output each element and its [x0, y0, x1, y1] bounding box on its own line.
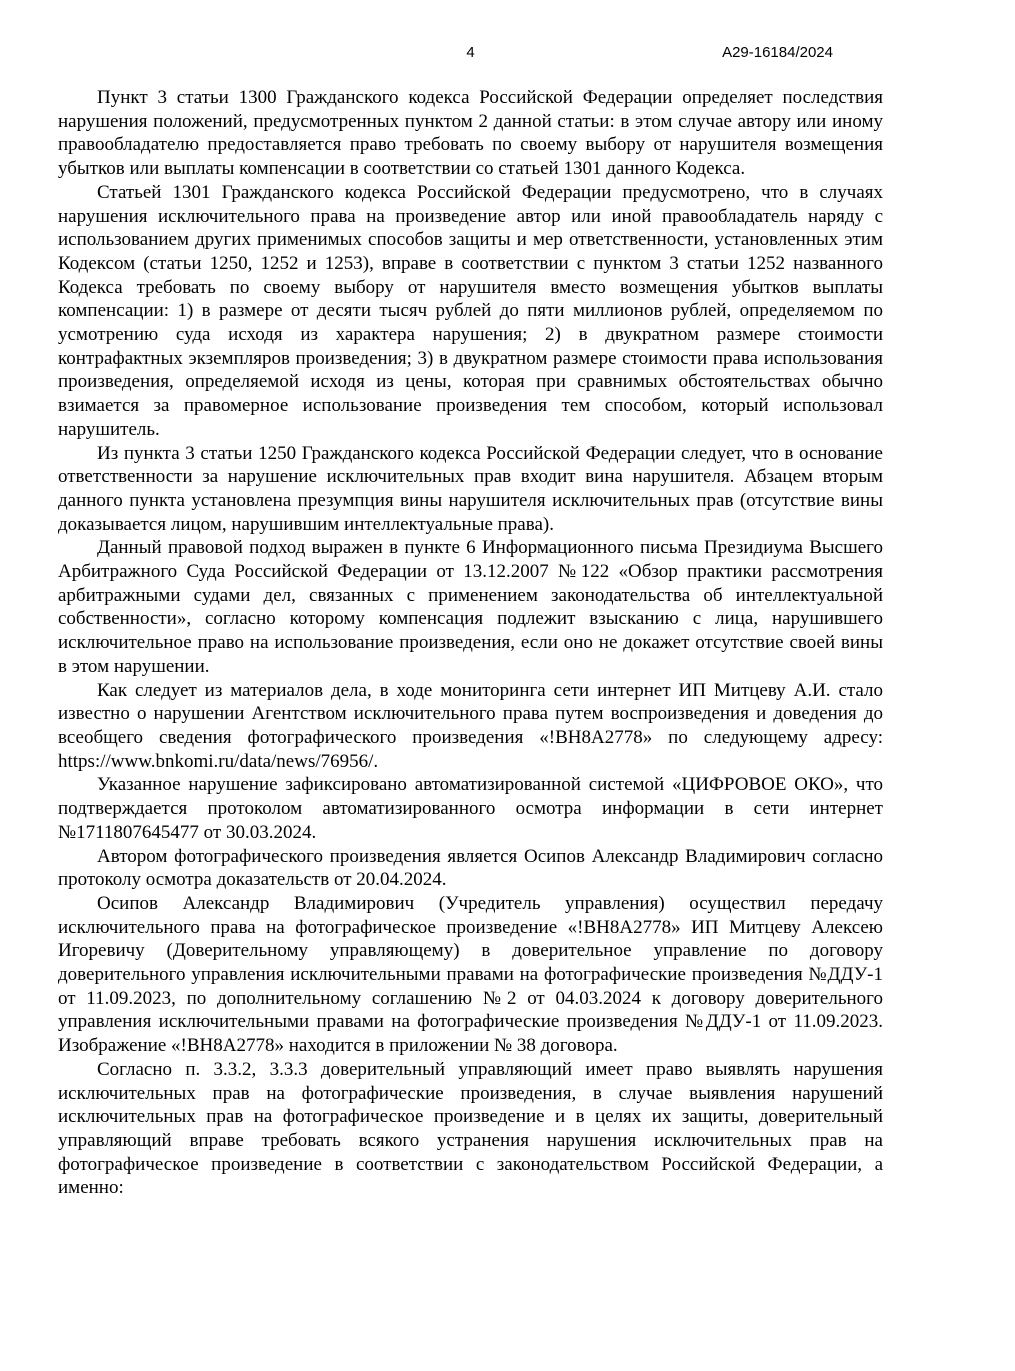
case-number: А29-16184/2024 [722, 44, 833, 61]
paragraph-cifrovoe-oko: Указанное нарушение зафиксировано автоматизированной системой «ЦИФРОВОЕ ОКО», что подтверждается протоколом автоматизированного осмотра информации в сети интернет №1711807645477 от 30.03.2024. [58, 774, 883, 843]
paragraph-avtor-proizvedeniya: Автором фотографического произведения является Осипов Александр Владимирович согласно протоколу осмотра доказательств от 20.04.2024. [58, 845, 883, 891]
paragraph-soglasno-p-332: Согласно п. 3.3.2, 3.3.3 доверительный управляющий имеет право выявлять нарушения исключительных прав на фотографические произведения, в случае выявления нарушений исключительных прав на фотографическое произведение и в целях их защиты, доверительный управляющий вправе требовать всякого устранения нарушения исключительных прав на фотографическое произведение в соответствии с законодательством Российской Федерации, а именно: [58, 1058, 883, 1199]
page-number: 4 [466, 44, 475, 61]
paragraph-punkt-3-st-1300: Пункт 3 статьи 1300 Гражданского кодекса Российской Федерации определяет последствия нарушения положений, предусмотренных пунктом 2 данной статьи: в этом случае автору или иному правообладателю предоставляется право требовать по своему выбору от нарушителя возмещения убытков или выплаты компенсации в соответствии со статьей 1301 данного Кодекса. [58, 87, 883, 180]
paragraph-peredacha-prava: Осипов Александр Владимирович (Учредитель управления) осуществил передачу исключительного права на фотографическое произведение «!BH8A2778» ИП Митцеву Алексею Игоревичу (Доверительному управляющему) в доверительное управление по договору доверительного управления исключительными правами на фотографические произведения №ДДУ-1 от 11.09.2023, по дополнительному соглашению №2 от 04.03.2024 к договору доверительного управления исключительными правами на фотографические произведения №ДДУ-1 от 11.09.2023. Изображение «!BH8A2778» находится в приложении № 38 договора. [58, 892, 883, 1057]
paragraph-st-1301: Статьей 1301 Гражданского кодекса Российской Федерации предусмотрено, что в случаях нарушения исключительного права на произведение автор или иной правообладатель наряду с использованием других применимых способов защиты и мер ответственности, установленных этим Кодексом (статьи 1250, 1252 и 1253), вправе в соответствии с пунктом 3 статьи 1252 названного Кодекса требовать по своему выбору от нарушителя вместо возмещения убытков выплаты компенсации: 1) в размере от десяти тысяч рублей до пяти миллионов рублей, определяемом по усмотрению суда исходя из характера нарушения; 2) в двукратном размере стоимости контрафактных экземпляров произведения; 3) в двукратном размере стоимости права использования произведения, определяемой исходя из цены, которая при сравнимых обстоятельствах обычно взимается за правомерное использование произведения тем способом, который использовал нарушитель. [58, 181, 883, 440]
paragraph-monitoring-interneta: Как следует из материалов дела, в ходе мониторинга сети интернет ИП Митцеву А.И. стало известно о нарушении Агентством исключительного права путем воспроизведения и доведения до всеобщего сведения фотографического произведения «!BH8A2778» по следующему адресу: https://www.bnkomi.ru/data/news/76956/. [58, 679, 883, 772]
page-header [58, 44, 883, 64]
paragraph-punkt-3-st-1250: Из пункта 3 статьи 1250 Гражданского кодекса Российской Федерации следует, что в основание ответственности за нарушение исключительных прав входит вина нарушителя. Абзацем вторым данного пункта установлена презумпция вины нарушителя исключительных прав (отсутствие вины доказывается лицом, нарушившим интеллектуальные права). [58, 442, 883, 535]
document-body [58, 86, 883, 1200]
paragraph-info-pismo-122: Данный правовой подход выражен в пункте 6 Информационного письма Президиума Высшего Арбитражного Суда Российской Федерации от 13.12.2007 №122 «Обзор практики рассмотрения арбитражными судами дел, связанных с применением законодательства об интеллектуальной собственности», согласно которому компенсация подлежит взысканию с лица, нарушившего исключительное право на использование произведения, если оно не докажет отсутствие своей вины в этом нарушении. [58, 537, 883, 677]
